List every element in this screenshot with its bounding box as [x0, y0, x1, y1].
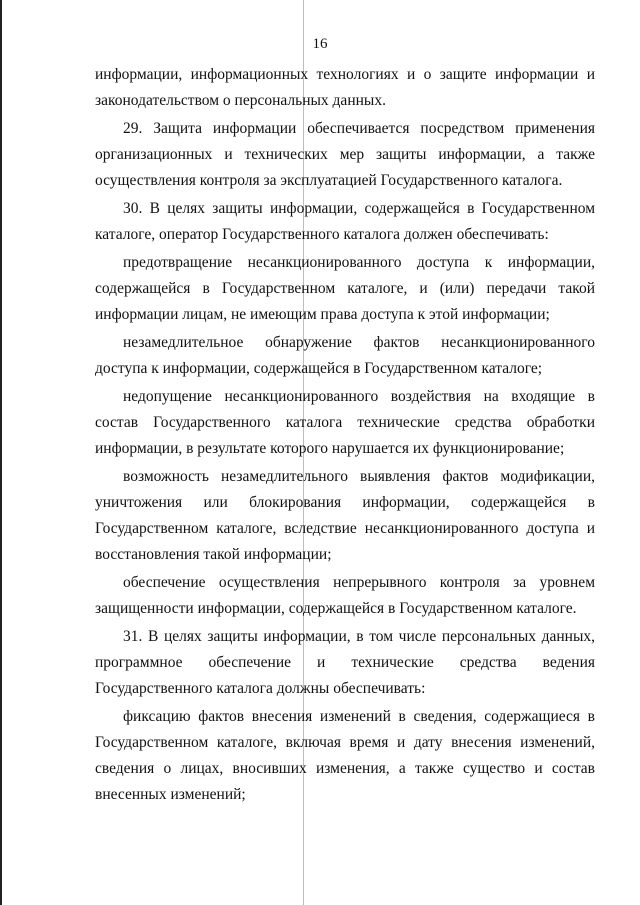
- paragraph-30-item-5: обеспечение осуществления непрерывного контроля за уровнем защищенности информации, содержащейся в Государственном каталоге.: [95, 574, 595, 617]
- paragraph-30-item-2: незамедлительное обнаружение фактов несанкционированного доступа к информации, содержащейся в Государственном каталоге;: [95, 334, 595, 377]
- paragraph-30-item-3: недопущение несанкционированного воздействия на входящие в состав Государственного каталога технические средства обработки информации, в результате которого нарушается их функционирование;: [95, 388, 595, 457]
- paragraph-30-item-4: возможность незамедлительного выявления фактов модификации, уничтожения или блокирования информации, содержащейся в Государственном каталоге, вследствие несанкционированного доступа и восстановления такой информации;: [95, 468, 595, 563]
- paragraph-29: 29. Защита информации обеспечивается посредством применения организационных и технических мер защиты информации, а также осуществления контроля за эксплуатацией Государственного каталога.: [95, 120, 595, 189]
- paragraph-31-item-1: фиксацию фактов внесения изменений в сведения, содержащиеся в Государственном каталоге, включая время и дату внесения изменений, сведения о лицах, вносивших изменения, а также существо и состав внесенных изменений;: [95, 708, 595, 803]
- paragraph-30: 30. В целях защиты информации, содержащейся в Государственном каталоге, оператор Государственного каталога должен обеспечивать:: [95, 200, 595, 243]
- document-body: [95, 62, 595, 808]
- paragraph-30-item-1: предотвращение несанкционированного доступа к информации, содержащейся в Государственном каталоге, и (или) передачи такой информации лицам, не имеющим права доступа к этой информации;: [95, 254, 595, 323]
- paragraph-continuation: информации, информационных технологиях и о защите информации и законодательством о персональных данных.: [95, 66, 595, 109]
- paragraph-31: 31. В целях защиты информации, в том числе персональных данных, программное обеспечение и технические средства ведения Государственного каталога должны обеспечивать:: [95, 628, 595, 697]
- scan-edge: [0, 0, 2, 905]
- page-number: 16: [312, 36, 328, 52]
